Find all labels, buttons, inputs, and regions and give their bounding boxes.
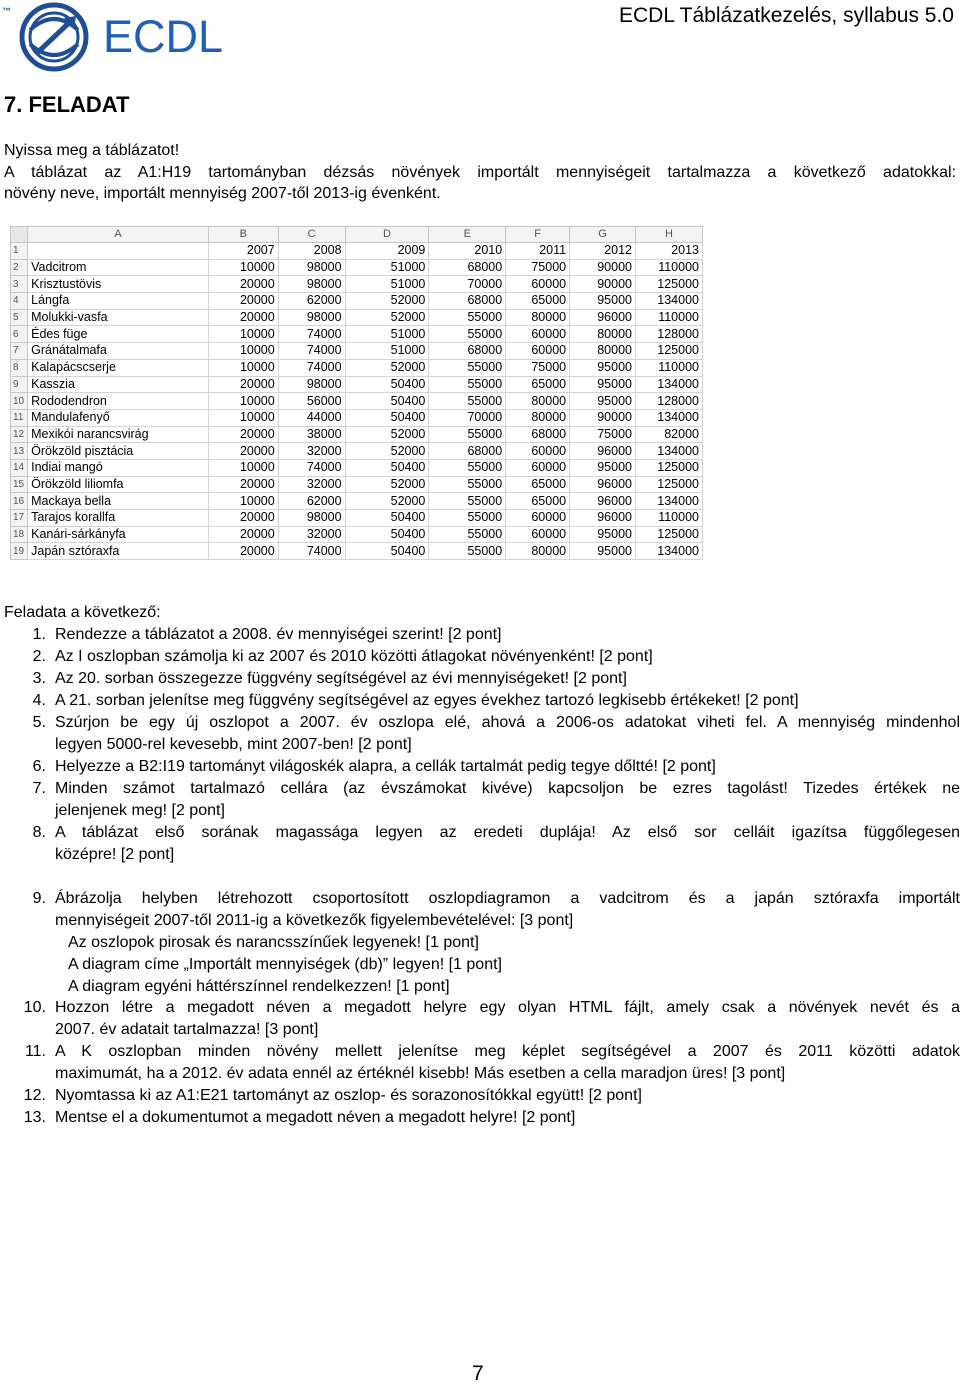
value-cell: 134000 [636, 376, 703, 393]
table-row [11, 476, 703, 493]
value-cell: 65000 [506, 376, 570, 393]
value-cell: 2011 [506, 243, 570, 260]
task-item [4, 624, 956, 646]
table-row [11, 459, 703, 476]
value-cell: 134000 [636, 543, 703, 560]
task-number: 2. [32, 648, 46, 665]
plant-name-cell: Indiai mangó [28, 459, 209, 476]
table-row [11, 443, 703, 460]
task-subitem: Az oszlopok pirosak és narancsszínűek legyenek! [1 pont] [68, 934, 479, 951]
value-cell: 65000 [506, 293, 570, 310]
value-cell: 80000 [506, 409, 570, 426]
value-cell: 110000 [636, 510, 703, 527]
value-cell: 52000 [345, 309, 429, 326]
value-cell: 70000 [429, 409, 506, 426]
row-number: 14 [11, 459, 28, 476]
task-text: A K oszlopban minden növény mellett jelenítse meg képlet segítségével a 2007 és 2011 közötti adatok [55, 1043, 960, 1060]
value-cell: 98000 [278, 309, 345, 326]
value-cell: 82000 [636, 426, 703, 443]
task-item [4, 1107, 956, 1129]
plant-name-cell: Gránátalmafa [28, 343, 209, 360]
task-number: 5. [32, 714, 46, 731]
plant-name-cell: Tarajos korallfa [28, 510, 209, 527]
value-cell: 74000 [278, 343, 345, 360]
value-cell: 20000 [208, 510, 278, 527]
value-cell: 95000 [570, 526, 636, 543]
task-text: Minden számot tartalmazó cellára (az évszámokat kivéve) kapcsoljon be ezres tagolást! Tizedes értékek ne [55, 780, 960, 797]
task-item [4, 668, 956, 690]
value-cell: 96000 [570, 476, 636, 493]
task-item [4, 778, 960, 822]
column-header-row [11, 227, 703, 243]
value-cell: 20000 [208, 309, 278, 326]
plant-name-cell: Kasszia [28, 376, 209, 393]
value-cell: 52000 [345, 476, 429, 493]
value-cell: 134000 [636, 293, 703, 310]
value-cell: 50400 [345, 543, 429, 560]
task-text: Rendezze a táblázatot a 2008. év mennyiségei szerint! [2 pont] [55, 626, 502, 643]
value-cell: 52000 [345, 293, 429, 310]
spreadsheet-image [10, 226, 703, 568]
value-cell: 60000 [506, 526, 570, 543]
value-cell: 20000 [208, 293, 278, 310]
plant-name-cell: Lángfa [28, 293, 209, 310]
row-number: 6 [11, 326, 28, 343]
value-cell: 125000 [636, 459, 703, 476]
value-cell: 51000 [345, 259, 429, 276]
value-cell: 90000 [570, 276, 636, 293]
value-cell: 20000 [208, 426, 278, 443]
value-cell: 134000 [636, 493, 703, 510]
plant-name-cell: Japán sztóraxfa [28, 543, 209, 560]
plant-name-cell: Kalapácscserje [28, 359, 209, 376]
value-cell: 98000 [278, 510, 345, 527]
value-cell: 75000 [506, 259, 570, 276]
task-text: Helyezze a B2:I19 tartományt világoskék alapra, a cellák tartalmát pedig tegye dőltté! [2 pont] [55, 758, 716, 775]
task-text: jelenjenek meg! [2 pont] [55, 802, 225, 819]
value-cell: 134000 [636, 409, 703, 426]
value-cell: 10000 [208, 459, 278, 476]
value-cell: 2013 [636, 243, 703, 260]
value-cell: 20000 [208, 276, 278, 293]
table-row [11, 309, 703, 326]
value-cell: 60000 [506, 343, 570, 360]
task-subitem: A diagram címe „Importált mennyiségek (db)” legyen! [1 pont] [68, 956, 502, 973]
value-cell: 110000 [636, 259, 703, 276]
plant-name-cell: Örökzöld pisztácia [28, 443, 209, 460]
row-number: 4 [11, 293, 28, 310]
value-cell: 32000 [278, 476, 345, 493]
row-number: 19 [11, 543, 28, 560]
value-cell: 65000 [506, 493, 570, 510]
task-text: Ábrázolja helyben létrehozott csoportosított oszlopdiagramon a vadcitrom és a japán sztóraxfa importált [55, 890, 960, 907]
value-cell: 51000 [345, 326, 429, 343]
plant-name-cell: Mandulafenyő [28, 409, 209, 426]
plant-name-cell: Rododendron [28, 393, 209, 410]
task-text: Nyomtassa ki az A1:E21 tartományt az oszlop- és sorazonosítókkal együtt! [2 pont] [55, 1087, 642, 1104]
task-text: maximumát, ha a 2012. év adata ennél az értéknél kisebb! Más esetben a cella maradjon üres! [3 pont] [55, 1065, 786, 1082]
value-cell: 50400 [345, 526, 429, 543]
task-item [4, 690, 956, 712]
value-cell: 55000 [429, 459, 506, 476]
task-item [4, 712, 960, 756]
value-cell: 20000 [208, 526, 278, 543]
row-number: 2 [11, 259, 28, 276]
value-cell: 80000 [570, 343, 636, 360]
value-cell: 60000 [506, 276, 570, 293]
task-title: 7. FELADAT [4, 92, 130, 117]
task-text: Az I oszlopban számolja ki az 2007 és 2010 közötti átlagokat növényenként! [2 pont] [55, 648, 653, 665]
row-number: 8 [11, 359, 28, 376]
value-cell: 50400 [345, 376, 429, 393]
table-row [11, 393, 703, 410]
table-row [11, 343, 703, 360]
value-cell: 98000 [278, 259, 345, 276]
column-header: H [636, 227, 703, 243]
value-cell: 55000 [429, 376, 506, 393]
value-cell: 125000 [636, 343, 703, 360]
value-cell: 74000 [278, 326, 345, 343]
value-cell: 20000 [208, 443, 278, 460]
intro-line: Nyissa meg a táblázatot! [4, 142, 180, 159]
value-cell: 95000 [570, 393, 636, 410]
value-cell: 60000 [506, 326, 570, 343]
plant-name-cell: Édes füge [28, 326, 209, 343]
value-cell: 10000 [208, 259, 278, 276]
value-cell: 96000 [570, 510, 636, 527]
value-cell: 10000 [208, 359, 278, 376]
column-header: A [28, 227, 209, 243]
task-number: 11. [24, 1043, 46, 1060]
task-number: 6. [32, 758, 46, 775]
plant-name-cell: Kanári-sárkányfa [28, 526, 209, 543]
plant-name-cell: Molukki-vasfa [28, 309, 209, 326]
value-cell: 74000 [278, 459, 345, 476]
trademark-symbol: ™ [2, 6, 11, 16]
value-cell: 75000 [570, 426, 636, 443]
value-cell: 55000 [429, 359, 506, 376]
value-cell: 60000 [506, 443, 570, 460]
task-text: mennyiségeit 2007-től 2011-ig a következők figyelembevételével: [3 pont] [55, 912, 574, 929]
column-header: G [570, 227, 636, 243]
value-cell: 38000 [278, 426, 345, 443]
plant-name-cell [28, 243, 209, 260]
table-row [11, 409, 703, 426]
task-text: 2007. év adatait tartalmazza! [3 pont] [55, 1021, 319, 1038]
value-cell: 52000 [345, 359, 429, 376]
select-all-corner [11, 227, 28, 243]
row-number: 10 [11, 393, 28, 410]
tasks-heading: Feladata a következő: [4, 604, 161, 621]
value-cell: 55000 [429, 426, 506, 443]
value-cell: 10000 [208, 409, 278, 426]
task-text: Hozzon létre a megadott néven a megadott helyre egy olyan HTML fájlt, amely csak a növények nevét és a [55, 999, 960, 1016]
value-cell: 50400 [345, 393, 429, 410]
value-cell: 10000 [208, 393, 278, 410]
table-row [11, 376, 703, 393]
task-number: 7. [32, 780, 46, 797]
row-number: 16 [11, 493, 28, 510]
value-cell: 50400 [345, 409, 429, 426]
row-number: 11 [11, 409, 28, 426]
value-cell: 55000 [429, 476, 506, 493]
plant-name-cell: Krisztustövis [28, 276, 209, 293]
table-row [11, 276, 703, 293]
value-cell: 68000 [429, 343, 506, 360]
task-text: Mentse el a dokumentumot a megadott néven a megadott helyre! [2 pont] [55, 1109, 576, 1126]
value-cell: 55000 [429, 543, 506, 560]
task-text: Az 20. sorban összegezze függvény segítségével az évi mennyiségeket! [2 pont] [55, 670, 627, 687]
value-cell: 2007 [208, 243, 278, 260]
value-cell: 96000 [570, 443, 636, 460]
task-item [4, 822, 960, 866]
table-row [11, 526, 703, 543]
task-number: 8. [32, 824, 46, 841]
value-cell: 50400 [345, 459, 429, 476]
task-item [4, 1085, 956, 1107]
task-text: Szúrjon be egy új oszlopot a 2007. év oszlopa elé, ahová a 2006-os adatokat viheti fel. A mennyiség mindenhol [55, 714, 960, 731]
value-cell: 125000 [636, 476, 703, 493]
row-number: 13 [11, 443, 28, 460]
value-cell: 60000 [506, 459, 570, 476]
value-cell: 68000 [429, 293, 506, 310]
value-cell: 55000 [429, 326, 506, 343]
value-cell: 98000 [278, 376, 345, 393]
value-cell: 20000 [208, 376, 278, 393]
table-row [11, 293, 703, 310]
value-cell: 20000 [208, 543, 278, 560]
value-cell: 95000 [570, 459, 636, 476]
value-cell: 52000 [345, 426, 429, 443]
column-header: E [429, 227, 506, 243]
value-cell: 68000 [429, 259, 506, 276]
value-cell: 90000 [570, 259, 636, 276]
task-number: 12. [23, 1087, 46, 1104]
value-cell: 2010 [429, 243, 506, 260]
value-cell: 128000 [636, 326, 703, 343]
value-cell: 68000 [506, 426, 570, 443]
task-item [4, 646, 956, 668]
task-number: 13. [23, 1109, 46, 1126]
value-cell: 74000 [278, 359, 345, 376]
value-cell: 52000 [345, 493, 429, 510]
document-header-title: ECDL Táblázatkezelés, syllabus 5.0 [618, 4, 954, 27]
task-number: 1. [32, 626, 46, 643]
task-item [4, 756, 956, 778]
value-cell: 80000 [506, 543, 570, 560]
row-number: 15 [11, 476, 28, 493]
value-cell: 51000 [345, 343, 429, 360]
value-cell: 62000 [278, 493, 345, 510]
task-text: A táblázat első sorának magassága legyen az eredeti duplája! Az első sor celláit igazítsa függőlegesen [55, 824, 960, 841]
table-row [11, 326, 703, 343]
value-cell: 110000 [636, 309, 703, 326]
ecdl-logo-text: ECDL [103, 11, 224, 62]
table-row [11, 243, 703, 260]
plant-name-cell: Mackaya bella [28, 493, 209, 510]
value-cell: 68000 [429, 443, 506, 460]
task-number: 4. [32, 692, 46, 709]
value-cell: 95000 [570, 359, 636, 376]
value-cell: 10000 [208, 326, 278, 343]
table-row [11, 259, 703, 276]
value-cell: 60000 [506, 510, 570, 527]
value-cell: 32000 [278, 443, 345, 460]
task-number: 10. [23, 999, 46, 1016]
value-cell: 98000 [278, 276, 345, 293]
row-number: 17 [11, 510, 28, 527]
value-cell: 55000 [429, 393, 506, 410]
value-cell: 65000 [506, 476, 570, 493]
plant-name-cell: Mexikói narancsvirág [28, 426, 209, 443]
table-row [11, 543, 703, 560]
value-cell: 10000 [208, 493, 278, 510]
task-item [4, 888, 960, 932]
task-text: középre! [2 pont] [55, 846, 175, 863]
value-cell: 55000 [429, 510, 506, 527]
value-cell: 50400 [345, 510, 429, 527]
value-cell: 125000 [636, 276, 703, 293]
value-cell: 95000 [570, 376, 636, 393]
value-cell: 56000 [278, 393, 345, 410]
row-number: 12 [11, 426, 28, 443]
value-cell: 96000 [570, 309, 636, 326]
table-row [11, 493, 703, 510]
column-header: D [345, 227, 429, 243]
value-cell: 55000 [429, 309, 506, 326]
row-number: 9 [11, 376, 28, 393]
column-header: C [278, 227, 345, 243]
value-cell: 10000 [208, 343, 278, 360]
value-cell: 2009 [345, 243, 429, 260]
table-row [11, 510, 703, 527]
task-text: A 21. sorban jelenítse meg függvény segítségével az egyes évekhez tartozó legkisebb értékeket! [2 pont] [55, 692, 799, 709]
ecdl-emblem-icon [0, 0, 100, 75]
value-cell: 96000 [570, 493, 636, 510]
value-cell: 134000 [636, 443, 703, 460]
intro-line: növény neve, importált mennyiség 2007-től 2013-ig évenként. [4, 185, 441, 202]
spreadsheet-table [10, 226, 703, 560]
task-subitem: A diagram egyéni háttérszínnel rendelkezzen! [1 pont] [68, 978, 450, 995]
table-row [11, 426, 703, 443]
value-cell: 44000 [278, 409, 345, 426]
value-cell: 125000 [636, 526, 703, 543]
row-number: 5 [11, 309, 28, 326]
value-cell: 62000 [278, 293, 345, 310]
value-cell: 80000 [506, 309, 570, 326]
value-cell: 55000 [429, 493, 506, 510]
task-number: 3. [32, 670, 46, 687]
value-cell: 55000 [429, 526, 506, 543]
intro-line: A táblázat az A1:H19 tartományban dézsás növények importált mennyiségeit tartalmazza a következő adatokkal: [4, 164, 956, 181]
value-cell: 80000 [506, 393, 570, 410]
value-cell: 75000 [506, 359, 570, 376]
value-cell: 70000 [429, 276, 506, 293]
page-number: 7 [472, 1362, 484, 1385]
task-item [4, 1041, 960, 1085]
value-cell: 2012 [570, 243, 636, 260]
value-cell: 52000 [345, 443, 429, 460]
value-cell: 95000 [570, 293, 636, 310]
value-cell: 90000 [570, 409, 636, 426]
column-header: F [506, 227, 570, 243]
value-cell: 2008 [278, 243, 345, 260]
task-text: legyen 5000-rel kevesebb, mint 2007-ben! [2 pont] [55, 736, 412, 753]
value-cell: 80000 [570, 326, 636, 343]
row-number: 18 [11, 526, 28, 543]
value-cell: 51000 [345, 276, 429, 293]
value-cell: 128000 [636, 393, 703, 410]
column-header: B [208, 227, 278, 243]
table-row [11, 359, 703, 376]
row-number: 7 [11, 343, 28, 360]
task-number: 9. [32, 890, 46, 907]
value-cell: 110000 [636, 359, 703, 376]
row-number: 1 [11, 243, 28, 260]
value-cell: 32000 [278, 526, 345, 543]
task-item [4, 997, 960, 1041]
value-cell: 95000 [570, 543, 636, 560]
value-cell: 20000 [208, 476, 278, 493]
row-number: 3 [11, 276, 28, 293]
plant-name-cell: Örökzöld liliomfa [28, 476, 209, 493]
value-cell: 74000 [278, 543, 345, 560]
plant-name-cell: Vadcitrom [28, 259, 209, 276]
